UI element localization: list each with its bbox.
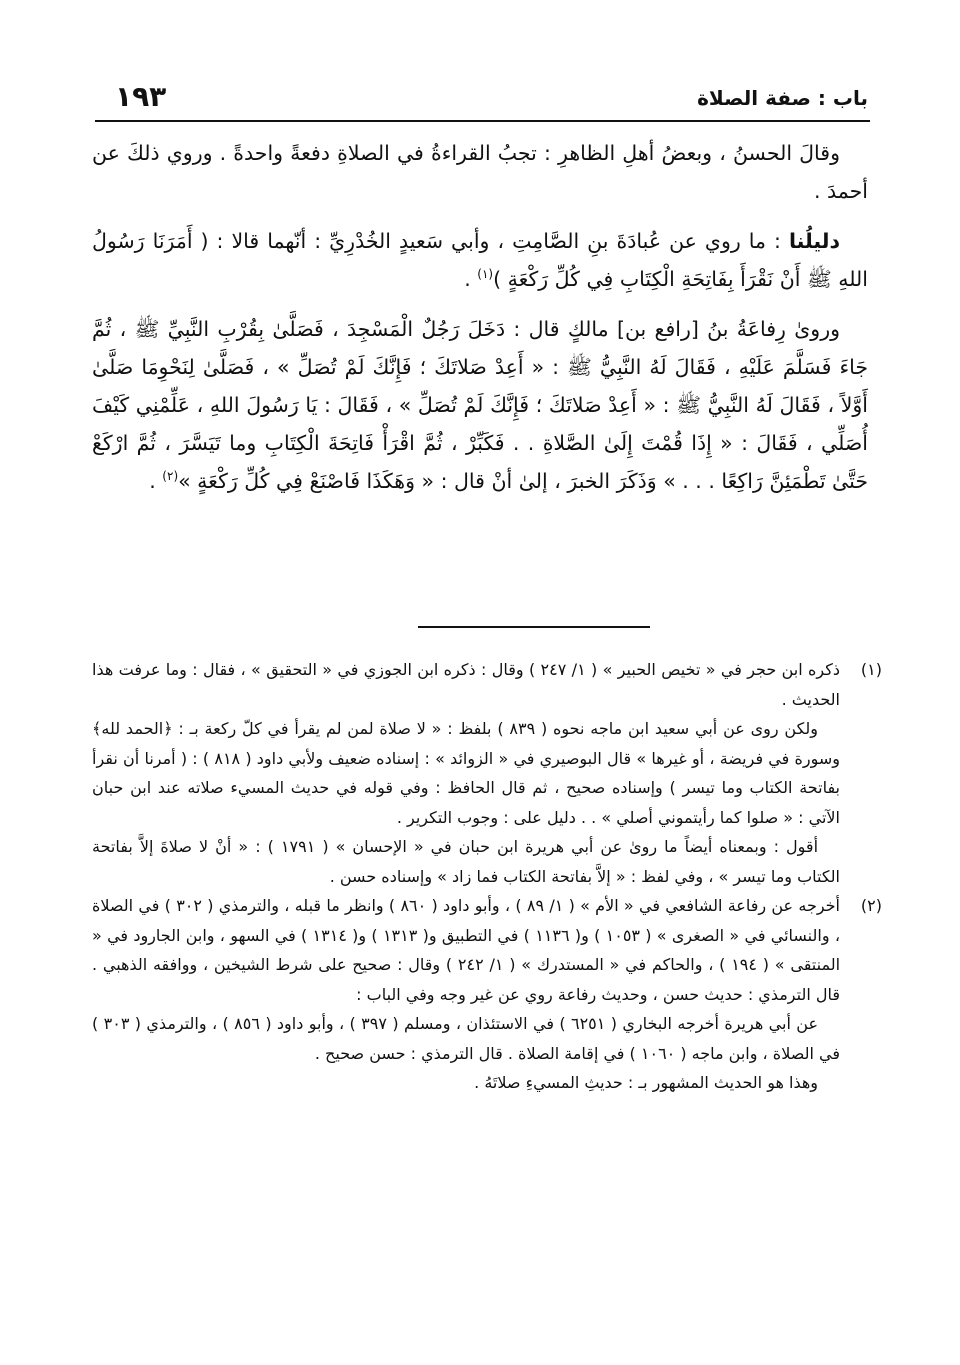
footnote-body: [92, 891, 840, 1098]
footnote-separator: [418, 626, 650, 628]
running-title: باب : صفة الصلاة: [697, 86, 868, 110]
footnote-2: [92, 891, 882, 1098]
footnote-1: [92, 655, 882, 891]
footnote-number: (١): [860, 660, 882, 679]
paragraph-daleeluna: [92, 222, 868, 298]
footnote-ref-2: (٢): [162, 469, 179, 484]
footnote-body: [92, 655, 840, 891]
footnote-paragraph: أقول : وبمعناه أيضاً ما روىٰ عن أبي هريرة ابن حبان في « الإحسان » ( ١٧٩١ ) : « أنْ لا صلاةَ إلاَّ بفاتحة الكتاب وما تيسر » ، وفي لفظ : « إلاَّ بفاتحة الكتاب فما زاد » وإسناده حسن .: [92, 837, 840, 886]
footnote-paragraph: أخرجه عن رفاعة الشافعي في « الأم » ( ١/ ٨٩ ) ، وأبو داود ( ٨٦٠ ) وانظر ما قبله ، والترمذي ( ٣٠٢ ) في الصلاة ، والنسائي في « الصغرى » ( ١٠٥٣ ) و( ١١٣٦ ) في التطبيق و( ١٣١٣ ) و( ١٣١٤ ) في السهو ، وابن الجارود في « المنتقى » ( ١٩٤ ) ، والحاكم في « المستدرك » ( ١/ ٢٤٢ ) وقال : صحيح على شرط الشيخين ، ووافقه الذهبي . قال الترمذي : حديث حسن ، وحديث رفاعة روي عن غير وجه وفي الباب :: [92, 896, 841, 1004]
footnote-number: (٢): [860, 896, 882, 915]
footnote-paragraph: وهذا هو الحديث المشهور بـ : حديثِ المسيءِ صلاتَهُ .: [474, 1073, 818, 1092]
footnote-ref-1: (١): [477, 267, 494, 282]
footnote-paragraph: ولكن روى عن أبي سعيد ابن ماجه نحوه ( ٨٣٩ ) بلفظ : « لا صلاة لمن لم يقرأ في كلّ ركعة بـ : ﴿الحمد لله﴾ وسورة في فريضة ، أو غيرها » قال البوصيري في « الزوائد » : إسناده ضعيف ولأبي داود ( ٨١٨ ) : ( أمرنا أن نقرأ بفاتحة الكتاب وما تيسر ) وإسناده صحيح ، ثم قال الحافظ : وفي قوله في حديث المسيء صلاته عند ابن حبان الآتي : « صلوا كما رأيتموني أصلي » . . دليل على : وجوب التكرير .: [92, 719, 841, 827]
page-number: ١٩٣: [115, 80, 167, 113]
paragraph-rifaah: [92, 310, 868, 500]
footnotes: [92, 655, 882, 1098]
paragraph-hasan: وقالَ الحسنُ ، وبعضُ أهلِ الظاهرِ : تجبُ القراءةُ في الصلاةِ دفعةً واحدةً . وروي ذلكَ عن أحمدَ .: [92, 141, 868, 203]
footnote-paragraph: عن أبي هريرة أخرجه البخاري ( ٦٢٥١ ) في الاستئذان ، ومسلم ( ٣٩٧ ) ، وأبو داود ( ٨٥٦ ) ، والترمذي ( ٣٠٣ ) في الصلاة ، وابن ماجه ( ١٠٦٠ ) في إقامة الصلاة . قال الترمذي : حسن صحيح .: [92, 1014, 840, 1063]
rifaah-body: وروىٰ رِفاعَةُ بنُ [رافع بن] مالكٍ قال : دَخَلَ رَجُلٌ الْمَسْجِدَ ، فَصَلَّىٰ بِقُرْبِ النَّبِيِّ ﷺ ، ثُمَّ جَاءَ فَسَلَّمَ عَلَيْهِ ، فَقَالَ لَهُ النَّبِيُّ ﷺ : « أَعِدْ صَلاتَكَ ؛ فَإِنَّكَ لَمْ تُصَلِّ » ، فَصَلَّىٰ لِنَحْوِمَا صَلَّىٰ أَوَّلاً ، فَقَالَ لَهُ النَّبِيُّ ﷺ : « أَعِدْ صَلاتَكَ ؛ فَإِنَّكَ لَمْ تُصَلِّ » ، فَقَالَ : يَا رَسُولَ اللهِ ، عَلِّمْنِي كَيْفَ أُصَلِّي ، فَقَالَ : « إِذَا قُمْتَ إِلَىٰ الصَّلاةِ . . فَكَبِّرْ ، ثُمَّ اقْرَأْ فَاتِحَةَ الْكِتَابِ وما تَيَسَّرَ ، ثُمَّ ارْكَعْ حَتَّىٰ تَطْمَئِنَّ رَاكِعًا . . . » وَذَكَرَ الخبرَ ، إلىٰ أنْ قال : « وَهَكَذَا فَاصْنَعْ فِي كُلِّ رَكْعَةٍ »: [92, 317, 868, 493]
daleeluna-lead: دليلُنا: [788, 229, 840, 253]
header-rule: [95, 120, 870, 122]
daleeluna-end: .: [464, 267, 478, 291]
rifaah-end: .: [149, 469, 163, 493]
daleeluna-body: : ما روي عن عُبادَةَ بنِ الصَّامِتِ ، وأبي سَعيدٍ الخُدْرِيِّ : أنّهما قالا : ( أَمَرَنَا رَسُولُ اللهِ ﷺ أَنْ نَقْرَأَ بِفَاتِحَةِ الْكِتَابِ فِي كُلِّ رَكْعَةٍ ): [92, 229, 868, 291]
footnote-paragraph: ذكره ابن حجر في « تخيص الحبير » ( ١/ ٢٤٧ ) وقال : ذكره ابن الجوزي في « التحقيق » ، فقال : وما عرفت هذا الحديث .: [92, 660, 840, 709]
main-text: [92, 134, 868, 512]
